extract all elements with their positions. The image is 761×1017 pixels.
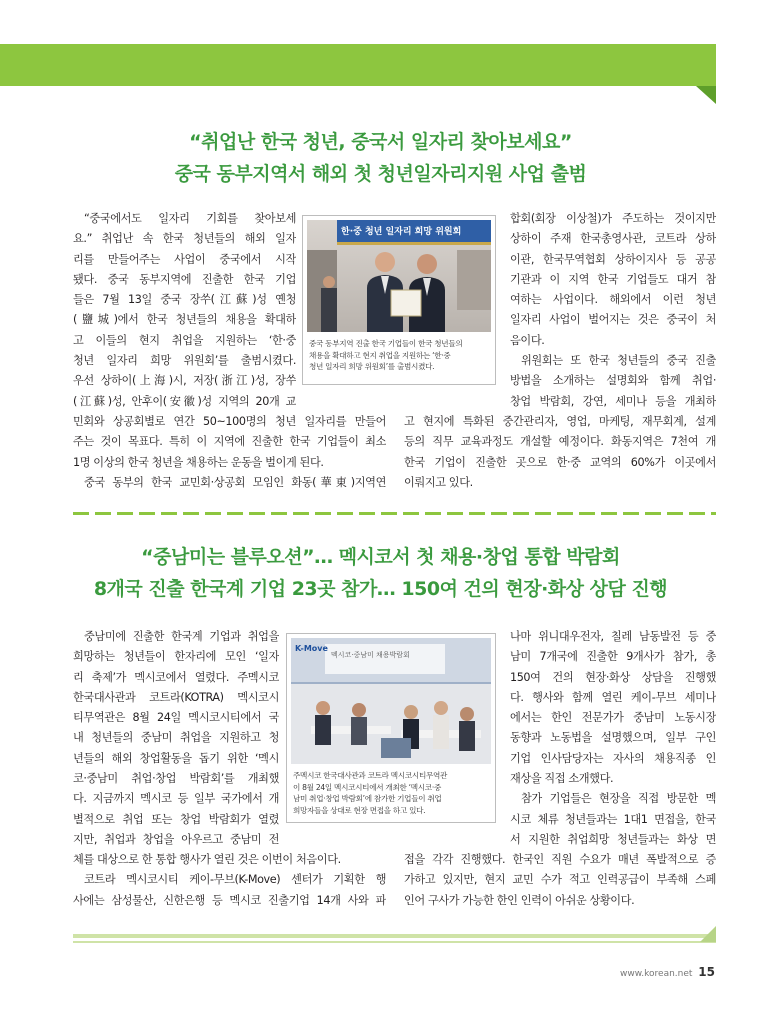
bottom-bar bbox=[73, 934, 716, 938]
text-line: 우선 상하이(上海)시, 저장(浙江)성, 장쑤 bbox=[73, 374, 296, 388]
text-line: 방법을 소개하는 설명회와 함께 취업· bbox=[510, 374, 716, 388]
text-line: 나마 위니대우전자, 칠레 남동발전 등 중 bbox=[510, 630, 716, 643]
article1-photo-caption bbox=[309, 338, 493, 373]
text-line: 참가 기업들은 현장을 직접 방문한 멕 bbox=[521, 792, 716, 806]
photo-banner-text: 멕시코·중남미 채용박람회 bbox=[331, 651, 410, 659]
text-line: 등의 직무 교육과정도 개설할 예정이다. 화동지역은 7천여 개 bbox=[404, 435, 716, 449]
caption-line: 중국 동부지역 진출 한국 기업들이 한국 청년들의 bbox=[309, 339, 463, 348]
article2-left-column bbox=[73, 627, 279, 850]
text-line: 내 청년들의 중남미 취업을 지원하고 청 bbox=[73, 731, 279, 745]
text-line: 년들의 해외 창업활동을 돕기 위한 ‘멕시 bbox=[73, 751, 279, 765]
text-line: 창업 박람회, 강연, 세미나 등을 개최하 bbox=[510, 394, 716, 408]
article1-left-column bbox=[73, 209, 296, 412]
text-line: 이뤄지고 있다. bbox=[404, 475, 473, 489]
text-line: 기관과 이 지역 한국 기업들도 대거 참 bbox=[510, 272, 716, 286]
text-line: 리를 만들어주는 사업이 중국에서 시작 bbox=[73, 252, 296, 266]
text-line: 요.” 취업난 속 한국 청년들의 해외 일자 bbox=[73, 232, 296, 246]
text-line: 동향과 노동법을 설명했으며, 일부 구인 bbox=[510, 731, 716, 745]
article1-right-column bbox=[510, 209, 716, 412]
text-line: 체를 대상으로 한 통합 행사가 열린 것은 이번이 처음이다. bbox=[73, 853, 341, 866]
photo-banner-text: 한·중 청년 일자리 희망 위원회 bbox=[341, 227, 462, 237]
text-line: 기업 인사담당자는 자사의 채용직종 인 bbox=[510, 751, 716, 765]
text-line: 위원회는 또 한국 청년들의 중국 진출 bbox=[521, 354, 716, 368]
article2-photo-frame bbox=[286, 633, 496, 823]
text-line: 합회(회장 이상철)가 주도하는 것이지만 bbox=[510, 212, 716, 225]
article1-left-wide bbox=[73, 412, 386, 493]
article2-right-wide bbox=[404, 850, 716, 911]
text-line: 주는 것이 목표다. 특히 이 지역에 진출한 한국 기업들이 최소 bbox=[73, 435, 386, 449]
text-line: 시코 체류 청년들과는 1대1 면접을, 한국 bbox=[510, 812, 716, 826]
page-number: 15 bbox=[698, 965, 715, 979]
article1-photo-frame bbox=[302, 215, 496, 385]
kmove-logo: K-Move bbox=[295, 644, 328, 653]
article2-title-line1: “중남미는 블루오션”… 멕시코서 첫 채용·창업 통합 박람회 bbox=[141, 546, 620, 568]
text-line: 일자리 사업이 벌어지는 것은 중국이 처 bbox=[510, 313, 716, 327]
footer-site: www.korean.net bbox=[620, 969, 693, 979]
article1-title-line1: “취업난 한국 청년, 중국서 일자리 찾아보세요” bbox=[189, 131, 572, 153]
article2-title-line2: 8개국 진출 한국계 기업 23곳 참가… 150여 건의 현장·화상 상담 진행 bbox=[93, 578, 668, 600]
text-line: 여하는 사업이다. 해외에서 이런 청년 bbox=[510, 293, 716, 307]
text-line: 지만, 취업과 창업을 아우르고 중남미 전 bbox=[73, 832, 279, 846]
text-line: 희망하는 청년들이 한자리에 모인 ‘일자 bbox=[73, 650, 279, 664]
section-divider bbox=[73, 512, 716, 515]
text-line: 티무역관은 8월 24일 멕시코시티에서 국 bbox=[73, 711, 279, 725]
text-line: 다. 행사와 함께 열린 케이-무브 세미나 bbox=[510, 690, 716, 704]
caption-line: 채용을 확대하고 현지 취업을 지원하는 ‘한·중 bbox=[309, 350, 451, 360]
article2-left-wide bbox=[73, 850, 386, 911]
text-line: “중국에서도 일자리 기회를 찾아보세 bbox=[84, 212, 296, 225]
text-line: 청년 일자리 희망 위원회’를 출범시켰다. bbox=[73, 354, 296, 368]
caption-line: 남미 취업·창업 박람회’에 참가한 기업들이 취업 bbox=[293, 794, 442, 803]
article2-photo-caption bbox=[293, 770, 493, 816]
text-line: 음이다. bbox=[510, 333, 545, 347]
article1-title-line2: 중국 동부지역서 해외 첫 청년일자리지원 사업 출범 bbox=[174, 163, 587, 185]
text-line: 에서는 한인 전문가가 중남미 노동시장 bbox=[510, 711, 716, 725]
text-line: 150여 건의 현장·화상 상담을 진행했 bbox=[510, 670, 716, 684]
article1-title bbox=[0, 126, 761, 190]
caption-line: 청년 일자리 희망 위원회’를 출범시켰다. bbox=[309, 362, 435, 371]
text-line: 이관, 한국무역협회 상하이지사 등 공공 bbox=[510, 252, 716, 266]
text-line: 중국 동부의 한국 교민회·상공회 모임인 화동(華東)지역연 bbox=[84, 475, 386, 489]
text-line: 가하고 있지만, 현지 교민 수가 적고 인력공급이 부족해 스페 bbox=[404, 873, 716, 887]
text-line: 들은 7월 13일 중국 장쑤(江蘇)성 옌청 bbox=[73, 293, 296, 307]
text-line: (鹽城)에서 한국 청년들의 채용을 확대하 bbox=[73, 313, 296, 327]
text-line: 서 지원한 취업희망 청년들과는 화상 면 bbox=[510, 832, 716, 846]
text-line: 고 현지에 특화된 중간관리자, 영업, 마케팅, 재무회계, 설계 bbox=[404, 415, 716, 428]
text-line: 1명 이상의 한국 청년을 채용하는 운동을 벌이게 된다. bbox=[73, 455, 324, 469]
text-line: 한국대사관과 코트라(KOTRA) 멕시코시 bbox=[73, 690, 279, 704]
banner-fold bbox=[696, 86, 716, 104]
article2-title bbox=[0, 541, 761, 605]
text-line: 됐다. 중국 동부지역에 진출한 한국 기업 bbox=[73, 272, 296, 286]
text-line: 남미 7개국에 진출한 9개사가 참가, 총 bbox=[510, 650, 716, 664]
text-line: 코트라 멕시코시티 케이-무브(K-Move) 센터가 기획한 행 bbox=[84, 873, 386, 887]
text-line: 다. 지금까지 멕시코 등 일부 국가에서 개 bbox=[73, 792, 279, 806]
page-footer bbox=[620, 965, 715, 979]
text-line: 리 축제’가 멕시코에서 열렸다. 주멕시코 bbox=[73, 670, 279, 684]
text-line: 접을 각각 진행했다. 한국인 직원 수요가 매년 폭발적으로 증 bbox=[404, 853, 716, 866]
header-green-banner bbox=[0, 44, 716, 86]
text-line: (江蘇)성, 안후이(安徽)성 지역의 20개 교 bbox=[73, 394, 296, 408]
text-line: 중남미에 진출한 한국계 기업과 취업을 bbox=[84, 630, 279, 643]
article1-photo bbox=[307, 220, 491, 332]
caption-line: 이 8월 24일 멕시코시티에서 개최한 ‘멕시코·중 bbox=[293, 782, 441, 792]
text-line: 별적으로 취업 또는 창업 박람회가 열렸 bbox=[73, 812, 279, 826]
text-line: 코·중남미 취업·창업 박람회’를 개최했 bbox=[73, 772, 279, 786]
bottom-bar-tip bbox=[700, 926, 716, 942]
article2-photo bbox=[291, 638, 491, 764]
text-line: 재상을 직접 소개했다. bbox=[510, 772, 614, 786]
caption-line: 희망자들을 상대로 현장 면접을 하고 있다. bbox=[293, 805, 426, 815]
bottom-bar-thin bbox=[73, 941, 716, 943]
text-line: 민회와 상공회별로 연간 50~100명의 청년 일자리를 만들어 bbox=[73, 415, 386, 428]
text-line: 상하이 주재 한국총영사관, 코트라 상하 bbox=[510, 232, 716, 246]
caption-line: 주멕시코 한국대사관과 코트라 멕시코시티무역관 bbox=[293, 771, 448, 780]
text-line: 인어 구사가 가능한 한인 인력이 아쉬운 상황이다. bbox=[404, 893, 635, 907]
article1-right-wide bbox=[404, 412, 716, 493]
text-line: 사에는 삼성물산, 신한은행 등 멕시코 진출기업 14개 사와 파 bbox=[73, 893, 386, 907]
text-line: 한국 기업이 진출한 곳으로 한·중 교역의 60%가 이곳에서 bbox=[404, 455, 716, 469]
article2-right-column bbox=[510, 627, 716, 850]
text-line: 고 이들의 현지 취업을 지원하는 ‘한·중 bbox=[73, 333, 296, 347]
